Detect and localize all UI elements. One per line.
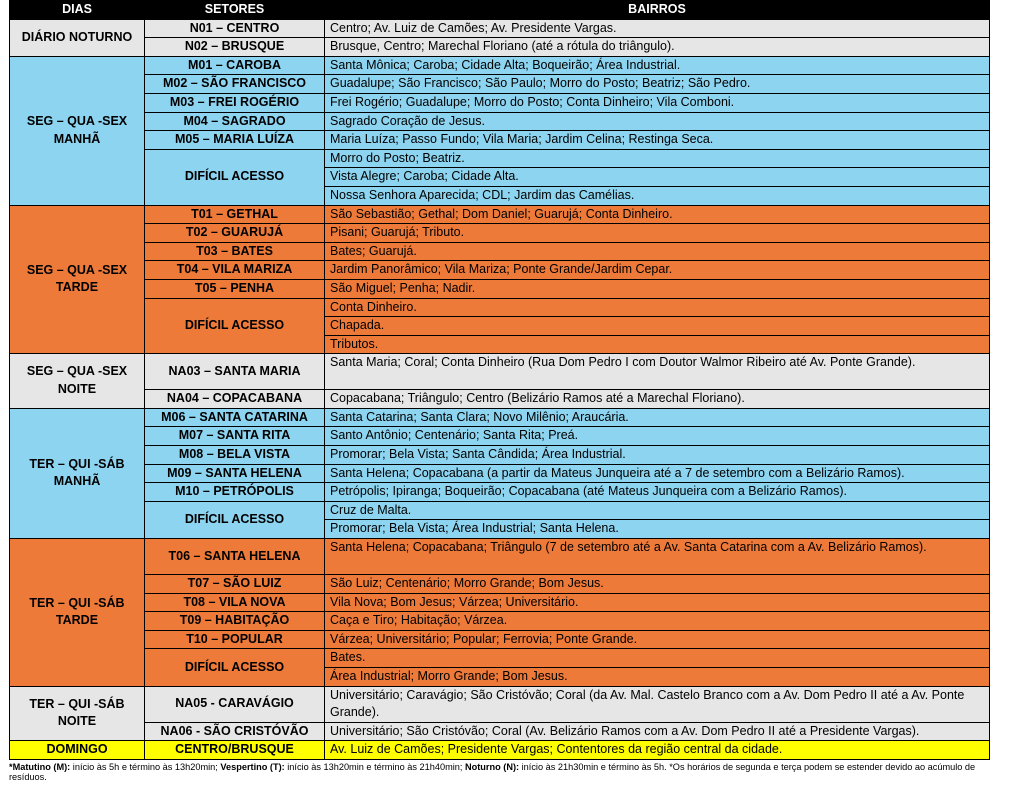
sector-cell: DIFÍCIL ACESSO bbox=[145, 149, 325, 205]
table-row bbox=[10, 741, 990, 760]
header-dias: DIAS bbox=[10, 1, 145, 20]
sector-cell: M10 – PETRÓPOLIS bbox=[145, 483, 325, 502]
header-bairros: BAIRROS bbox=[325, 1, 990, 20]
bairros-cell: Sagrado Coração de Jesus. bbox=[325, 112, 990, 131]
sector-cell: NA04 – COPACABANA bbox=[145, 390, 325, 409]
collection-schedule-table bbox=[9, 0, 990, 760]
table-row bbox=[10, 427, 990, 446]
bairros-cell: Santa Helena; Copacabana; Triângulo (7 de setembro até a Av. Santa Catarina com a Av. Belizário Ramos). bbox=[325, 539, 990, 575]
table-row bbox=[10, 149, 990, 168]
table-row bbox=[10, 112, 990, 131]
sector-cell: M03 – FREI ROGÉRIO bbox=[145, 93, 325, 112]
bairros-cell: Santo Antônio; Centenário; Santa Rita; Preá. bbox=[325, 427, 990, 446]
sector-cell: DIFÍCIL ACESSO bbox=[145, 649, 325, 686]
sector-cell: T09 – HABITAÇÃO bbox=[145, 612, 325, 631]
bairros-cell: Promorar; Bela Vista; Área Industrial; Santa Helena. bbox=[325, 520, 990, 539]
footnote-vespertino-text: início às 13h20min e término às 21h40min; bbox=[284, 761, 463, 772]
bairros-cell: Tributos. bbox=[325, 335, 990, 354]
bairros-cell: Santa Mônica; Caroba; Cidade Alta; Boqueirão; Área Industrial. bbox=[325, 56, 990, 75]
sector-cell: M08 – BELA VISTA bbox=[145, 446, 325, 465]
sector-cell: NA03 – SANTA MARIA bbox=[145, 354, 325, 390]
footnote-noturno-label: Noturno (N): bbox=[462, 761, 520, 772]
bairros-cell: Conta Dinheiro. bbox=[325, 298, 990, 317]
schedule-container bbox=[9, 0, 989, 783]
sector-cell: M07 – SANTA RITA bbox=[145, 427, 325, 446]
table-row bbox=[10, 464, 990, 483]
day-cell: DIÁRIO NOTURNO bbox=[10, 19, 145, 56]
table-row bbox=[10, 686, 990, 722]
day-cell: SEG – QUA -SEX MANHÃ bbox=[10, 56, 145, 205]
bairros-cell: São Miguel; Penha; Nadir. bbox=[325, 279, 990, 298]
bairros-cell: Universitário; Caravágio; São Cristóvão; Coral (da Av. Mal. Castelo Branco com a Av. Dom Pedro II até a Av. Ponte Grande). bbox=[325, 686, 990, 722]
bairros-cell: Promorar; Bela Vista; Santa Cândida; Área Industrial. bbox=[325, 446, 990, 465]
sector-cell: M06 – SANTA CATARINA bbox=[145, 408, 325, 427]
sector-cell: M04 – SAGRADO bbox=[145, 112, 325, 131]
table-row bbox=[10, 242, 990, 261]
footnote-matutino-label: *Matutino (M): bbox=[9, 761, 71, 772]
footnote-vespertino-label: Vespertino (T): bbox=[217, 761, 285, 772]
bairros-cell: Centro; Av. Luiz de Camões; Av. Presidente Vargas. bbox=[325, 19, 990, 38]
bairros-cell: Vista Alegre; Caroba; Cidade Alta. bbox=[325, 168, 990, 187]
bairros-cell: Guadalupe; São Francisco; São Paulo; Morro do Posto; Beatriz; São Pedro. bbox=[325, 75, 990, 94]
table-row bbox=[10, 612, 990, 631]
table-row bbox=[10, 75, 990, 94]
day-cell: SEG – QUA -SEX TARDE bbox=[10, 205, 145, 354]
table-body bbox=[10, 19, 990, 759]
table-row bbox=[10, 722, 990, 741]
bairros-cell: São Luiz; Centenário; Morro Grande; Bom Jesus. bbox=[325, 575, 990, 594]
sector-cell: T07 – SÃO LUIZ bbox=[145, 575, 325, 594]
table-row bbox=[10, 501, 990, 520]
sector-cell: T06 – SANTA HELENA bbox=[145, 539, 325, 575]
table-row bbox=[10, 131, 990, 150]
sector-cell: N01 – CENTRO bbox=[145, 19, 325, 38]
table-row bbox=[10, 279, 990, 298]
table-header-row bbox=[10, 1, 990, 20]
bairros-cell: Frei Rogério; Guadalupe; Morro do Posto; Conta Dinheiro; Vila Comboni. bbox=[325, 93, 990, 112]
footnote bbox=[9, 762, 999, 783]
table-row bbox=[10, 56, 990, 75]
bairros-cell: Jardim Panorâmico; Vila Mariza; Ponte Grande/Jardim Cepar. bbox=[325, 261, 990, 280]
sector-cell: M01 – CAROBA bbox=[145, 56, 325, 75]
day-cell: TER – QUI -SÁB MANHÃ bbox=[10, 408, 145, 538]
table-row bbox=[10, 38, 990, 57]
bairros-cell: Universitário; São Cristóvão; Coral (Av. Belizário Ramos com a Av. Dom Pedro II até a Presidente Vargas). bbox=[325, 722, 990, 741]
table-row bbox=[10, 575, 990, 594]
day-cell: TER – QUI -SÁB TARDE bbox=[10, 539, 145, 687]
table-row bbox=[10, 539, 990, 575]
sector-cell: T04 – VILA MARIZA bbox=[145, 261, 325, 280]
bairros-cell: São Sebastião; Gethal; Dom Daniel; Guarujá; Conta Dinheiro. bbox=[325, 205, 990, 224]
table-row bbox=[10, 354, 990, 390]
bairros-cell: Maria Luíza; Passo Fundo; Vila Maria; Jardim Celina; Restinga Seca. bbox=[325, 131, 990, 150]
footnote-noturno-text: início às 21h30min e término às 5h. *Os horários de segunda e terça podem se estender devido ao acúmulo de resíduos. bbox=[9, 761, 976, 783]
table-row bbox=[10, 19, 990, 38]
bairros-cell: Brusque, Centro; Marechal Floriano (até a rótula do triângulo). bbox=[325, 38, 990, 57]
bairros-cell: Santa Catarina; Santa Clara; Novo Milênio; Araucária. bbox=[325, 408, 990, 427]
day-cell: DOMINGO bbox=[10, 741, 145, 760]
sector-cell: T08 – VILA NOVA bbox=[145, 593, 325, 612]
sector-cell: NA06 - SÃO CRISTÓVÃO bbox=[145, 722, 325, 741]
bairros-cell: Av. Luiz de Camões; Presidente Vargas; Contentores da região central da cidade. bbox=[325, 741, 990, 760]
bairros-cell: Várzea; Universitário; Popular; Ferrovia; Ponte Grande. bbox=[325, 630, 990, 649]
bairros-cell: Bates. bbox=[325, 649, 990, 668]
sector-cell: T02 – GUARUJÁ bbox=[145, 224, 325, 243]
table-row bbox=[10, 630, 990, 649]
bairros-cell: Petrópolis; Ipiranga; Boqueirão; Copacabana (até Mateus Junqueira com a Belizário Ramos). bbox=[325, 483, 990, 502]
bairros-cell: Morro do Posto; Beatriz. bbox=[325, 149, 990, 168]
table-row bbox=[10, 224, 990, 243]
bairros-cell: Santa Helena; Copacabana (a partir da Mateus Junqueira até a 7 de setembro com a Belizário Ramos). bbox=[325, 464, 990, 483]
bairros-cell: Bates; Guarujá. bbox=[325, 242, 990, 261]
sector-cell: T10 – POPULAR bbox=[145, 630, 325, 649]
table-row bbox=[10, 649, 990, 668]
bairros-cell: Nossa Senhora Aparecida; CDL; Jardim das Camélias. bbox=[325, 186, 990, 205]
table-row bbox=[10, 93, 990, 112]
sector-cell: M09 – SANTA HELENA bbox=[145, 464, 325, 483]
sector-cell: T01 – GETHAL bbox=[145, 205, 325, 224]
table-row bbox=[10, 390, 990, 409]
bairros-cell: Cruz de Malta. bbox=[325, 501, 990, 520]
sector-cell: T03 – BATES bbox=[145, 242, 325, 261]
bairros-cell: Chapada. bbox=[325, 317, 990, 336]
sector-cell: N02 – BRUSQUE bbox=[145, 38, 325, 57]
sector-cell: M02 – SÃO FRANCISCO bbox=[145, 75, 325, 94]
table-row bbox=[10, 261, 990, 280]
sector-cell: DIFÍCIL ACESSO bbox=[145, 298, 325, 354]
table-row bbox=[10, 408, 990, 427]
table-row bbox=[10, 446, 990, 465]
bairros-cell: Copacabana; Triângulo; Centro (Belizário Ramos até a Marechal Floriano). bbox=[325, 390, 990, 409]
bairros-cell: Área Industrial; Morro Grande; Bom Jesus. bbox=[325, 668, 990, 687]
day-cell: TER – QUI -SÁB NOITE bbox=[10, 686, 145, 741]
bairros-cell: Santa Maria; Coral; Conta Dinheiro (Rua Dom Pedro I com Doutor Walmor Ribeiro até Av. Ponte Grande). bbox=[325, 354, 990, 390]
bairros-cell: Vila Nova; Bom Jesus; Várzea; Universitário. bbox=[325, 593, 990, 612]
table-row bbox=[10, 483, 990, 502]
sector-cell: T05 – PENHA bbox=[145, 279, 325, 298]
sector-cell: NA05 - CARAVÁGIO bbox=[145, 686, 325, 722]
footnote-matutino-text: início às 5h e término às 13h20min; bbox=[70, 761, 218, 772]
header-setores: SETORES bbox=[145, 1, 325, 20]
table-row bbox=[10, 593, 990, 612]
bairros-cell: Caça e Tiro; Habitação; Várzea. bbox=[325, 612, 990, 631]
sector-cell: DIFÍCIL ACESSO bbox=[145, 501, 325, 538]
sector-cell: CENTRO/BRUSQUE bbox=[145, 741, 325, 760]
day-cell: SEG – QUA -SEX NOITE bbox=[10, 354, 145, 409]
bairros-cell: Pisani; Guarujá; Tributo. bbox=[325, 224, 990, 243]
sector-cell: M05 – MARIA LUÍZA bbox=[145, 131, 325, 150]
table-row bbox=[10, 205, 990, 224]
table-row bbox=[10, 298, 990, 317]
